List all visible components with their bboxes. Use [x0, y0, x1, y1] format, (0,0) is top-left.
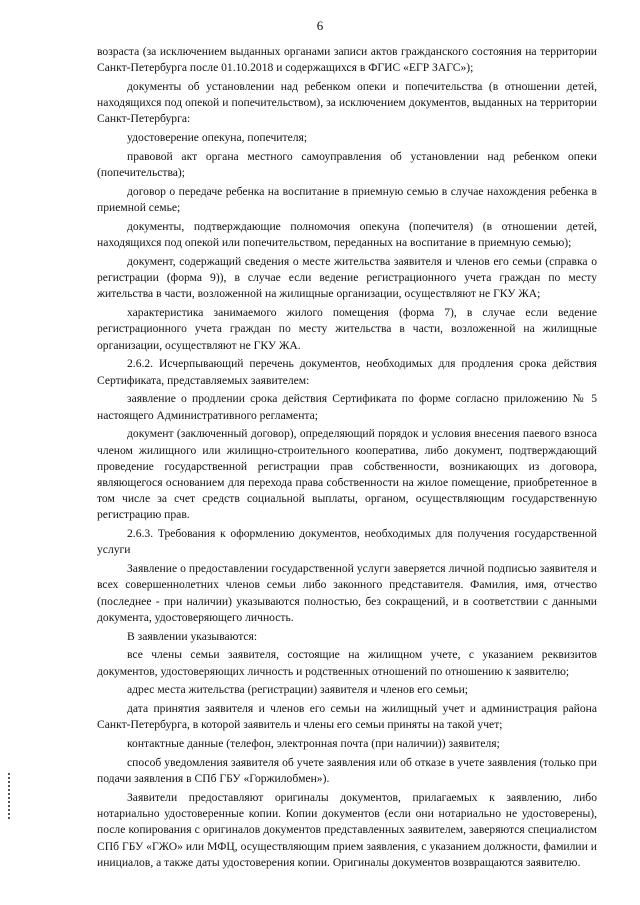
- scan-margin-mark: [8, 773, 10, 819]
- section-heading: 2.6.3. Требования к оформлению документов, необходимых для получения государственной услуги: [97, 527, 597, 557]
- paragraph: документ, содержащий сведения о месте жительства заявителя и членов его семьи (справка о регистрации (форма 9)), в случае если ведение регистрационного учета граждан по месту жительства в части, возложенной на жилищные организации, осуществляют не ГКУ ЖА;: [97, 255, 597, 301]
- page-number: 6: [316, 18, 324, 33]
- section-heading: 2.6.2. Исчерпывающий перечень документов, необходимых для продления срока действия Сертификата, представляемых заявителем:: [97, 357, 597, 387]
- paragraph: документ (заключенный договор), определяющий порядок и условия внесения паевого взноса членом жилищного или жилищно-строительного кооператива, либо документ, подтверждающий проведение государственной регистрации прав собственности, возникающих из договора, являющегося основанием для перехода права собственности на жилое помещение, приобретенное в том числе за счет средств социальной выплаты, органом, осуществляющим государственную регистрацию прав.: [97, 427, 597, 522]
- document-body: [97, 44, 597, 874]
- paragraph: контактные данные (телефон, электронная почта (при наличии)) заявителя;: [127, 737, 500, 751]
- paragraph: способ уведомления заявителя об учете заявления или об отказе в учете заявления (только при подачи заявления в СПб ГБУ «Горжилобмен»).: [97, 756, 597, 786]
- paragraph: все члены семьи заявителя, состоящие на жилищном учете, с указанием реквизитов документов, удостоверяющих личность и родственных отношений по отношению к заявителю;: [97, 648, 597, 678]
- paragraph: Заявители предоставляют оригиналы документов, прилагаемых к заявлению, либо нотариально удостоверенные копии. Копии документов (если они нотариально не удостоверены), после копирования с оригиналов документов представленных заявителем, заверяются специалистом СПб ГБУ «ГЖО» или МФЦ, осуществляющим прием заявления, с указанием должности, фамилии и инициалов, а также даты удостоверения копии. Оригиналы документов возвращаются заявителю.: [97, 791, 597, 869]
- paragraph: договор о передаче ребенка на воспитание в приемную семью в случае нахождения ребенка в приемной семье;: [97, 185, 597, 215]
- paragraph: возраста (за исключением выданных органами записи актов гражданского состояния на территории Санкт-Петербурга после 01.10.2018 и содержащихся в ФГИС «ЕГР ЗАГС»);: [97, 45, 597, 75]
- paragraph: документы об установлении над ребенком опеки и попечительства (в отношении детей, находящихся под опекой и попечительством), за исключением документов, выданных на территории Санкт-Петербурга:: [97, 80, 597, 126]
- paragraph: адрес места жительства (регистрации) заявителя и членов его семьи;: [127, 683, 468, 697]
- paragraph: дата принятия заявителя и членов его семьи на жилищный учет и администрация района Санкт-Петербурга, в которой заявитель и члены его семьи приняты на такой учет;: [97, 702, 597, 732]
- paragraph: характеристика занимаемого жилого помещения (форма 7), в случае если ведение регистрационного учета граждан по месту жительства в части, возложенной на жилищные организации, осуществляют не ГКУ ЖА.: [97, 306, 597, 352]
- paragraph: заявление о продлении срока действия Сертификата по форме согласно приложению № 5 настоящего Административного регламента;: [97, 392, 597, 422]
- paragraph: правовой акт органа местного самоуправления об установлении над ребенком опеки (попечительства);: [97, 150, 597, 180]
- paragraph: документы, подтверждающие полномочия опекуна (попечителя) (в отношении детей, находящихся под опекой или попечительством, переданных на воспитание в приемную семью);: [97, 220, 597, 250]
- paragraph: Заявление о предоставлении государственной услуги заверяется личной подписью заявителя и всех совершеннолетних членов семьи либо законного представителя. Фамилия, имя, отчество (последнее - при наличии) указываются полностью, без сокращений, и в соответствии с данными документа, удостоверяющего личность.: [97, 562, 597, 624]
- paragraph: В заявлении указываются:: [127, 629, 258, 643]
- paragraph: удостоверение опекуна, попечителя;: [127, 131, 308, 145]
